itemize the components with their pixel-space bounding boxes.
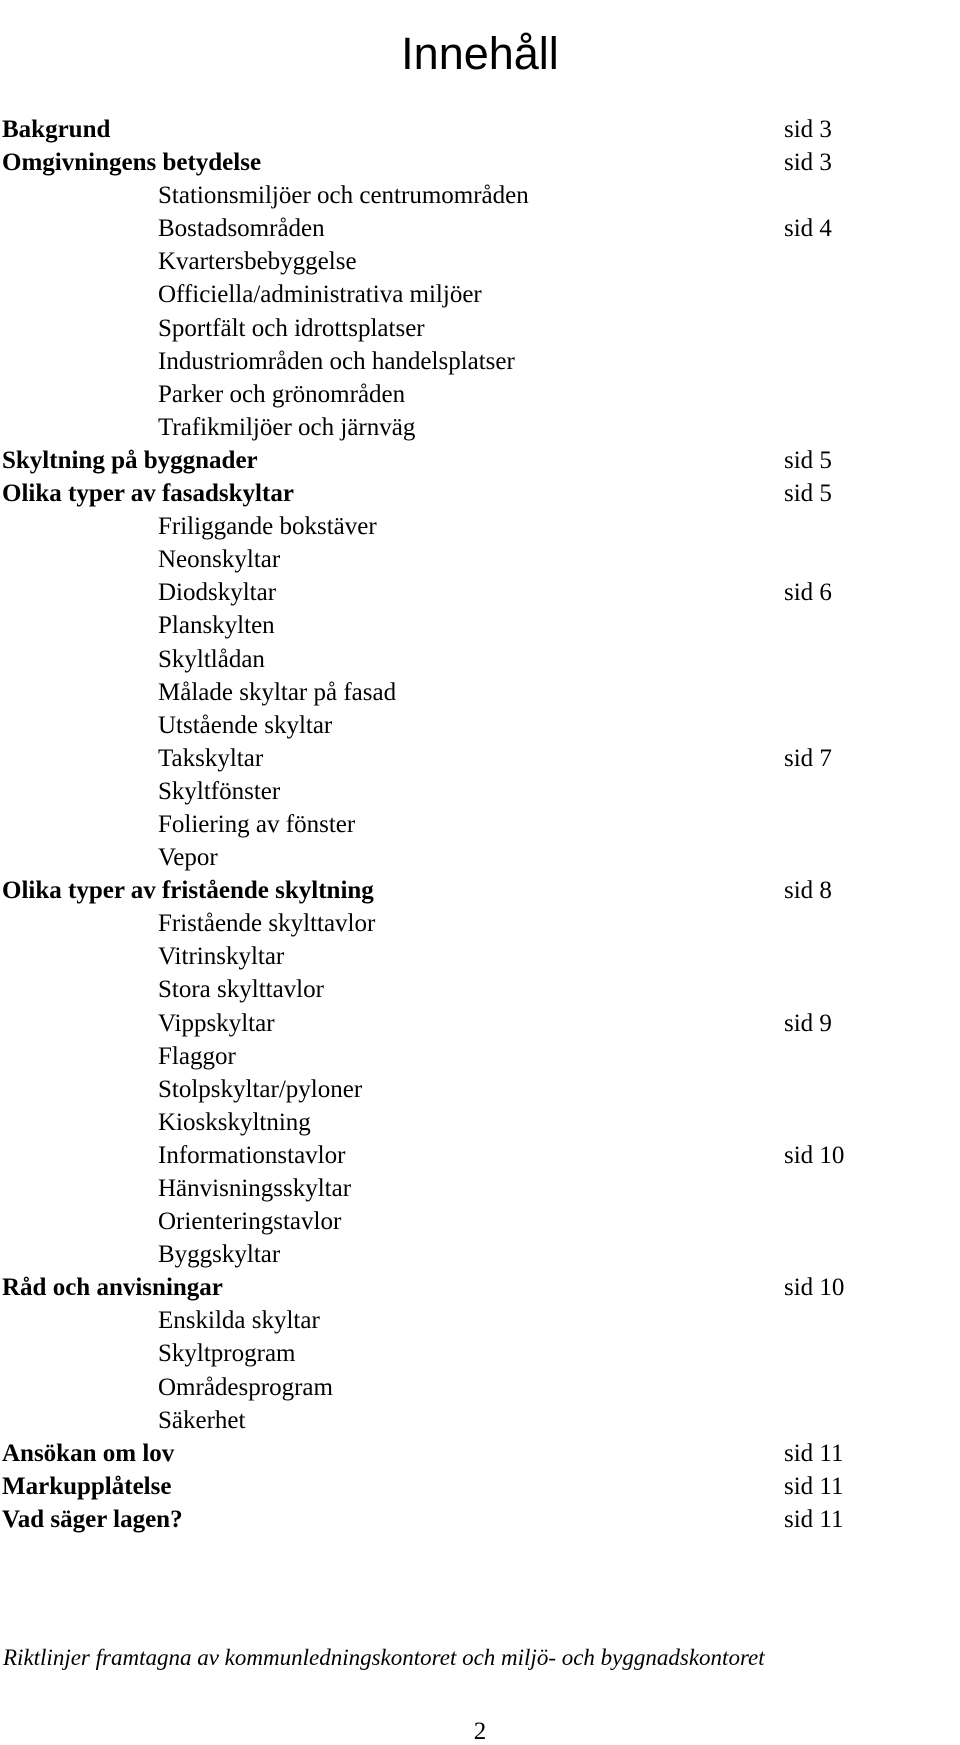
- toc-entry-subsection: [0, 940, 960, 973]
- toc-entry-section: [0, 1437, 960, 1470]
- toc-entry-title: Trafikmiljöer och järnväg: [158, 413, 416, 441]
- toc-entry-section: [0, 146, 960, 179]
- toc-entry-subsection: [0, 345, 960, 378]
- toc-entry-subsection: [0, 973, 960, 1006]
- toc-entry-subsection: [0, 1304, 960, 1337]
- toc-entry-title: Bostadsområden: [158, 215, 325, 243]
- toc-entry-title: Utstående skyltar: [158, 711, 333, 739]
- toc-entry-title: Flaggor: [158, 1042, 236, 1070]
- toc-entry-page: sid 11: [784, 1439, 844, 1467]
- toc-entry-page: sid 5: [784, 480, 832, 508]
- toc-entry-subsection: [0, 1337, 960, 1370]
- toc-entry-subsection: [0, 775, 960, 808]
- toc-entry-title: Hänvisningsskyltar: [158, 1175, 352, 1202]
- toc-entry-title: Kvartersbebyggelse: [158, 248, 357, 276]
- toc-entry-title: Stationsmiljöer och centrumområden: [158, 182, 529, 210]
- toc-entry-section: [0, 477, 960, 510]
- toc-entry-page: sid 7: [784, 744, 832, 772]
- toc-entry-title: Olika typer av fasadskyltar: [2, 480, 294, 508]
- toc-entry-title: Foliering av fönster: [158, 810, 356, 838]
- toc-entry-title: Informationstavlor: [158, 1141, 346, 1169]
- toc-entry-page: sid 4: [784, 215, 832, 243]
- toc-entry-subsection: [0, 543, 960, 576]
- toc-entry-page: sid 5: [784, 446, 832, 474]
- toc-entry-title: Stora skylttavlor: [158, 976, 324, 1004]
- toc-entry-title: Takskyltar: [158, 744, 264, 772]
- toc-entry-title: Diodskyltar: [158, 579, 277, 607]
- toc-entry-title: Planskylten: [158, 612, 275, 640]
- toc-entry-subsection: [0, 1073, 960, 1106]
- toc-entry-title: Byggskyltar: [158, 1241, 281, 1269]
- toc-entry-subsection: [0, 411, 960, 444]
- toc-entry-section: [0, 1470, 960, 1503]
- toc-entry-title: Vepor: [158, 844, 218, 872]
- toc-entry-title: Skyltprogram: [158, 1340, 296, 1368]
- toc-entry-page: sid 11: [784, 1472, 844, 1500]
- toc-entry-subsection: [0, 609, 960, 642]
- toc-entry-title: Omgivningens betydelse: [2, 149, 262, 177]
- toc-entry-subsection: [0, 576, 960, 609]
- toc-entry-section: [0, 113, 960, 146]
- toc-entry-title: Neonskyltar: [158, 546, 281, 574]
- toc-entry-subsection: [0, 179, 960, 212]
- toc-entry-subsection: [0, 643, 960, 676]
- toc-entry-page: sid 10: [784, 1274, 845, 1302]
- footer-note: Riktlinjer framtagna av kommunledningskontoret och miljö- och byggnadskontoret: [3, 1645, 765, 1670]
- toc-entry-subsection: [0, 245, 960, 278]
- toc-entry-title: Skyltning på byggnader: [2, 446, 258, 474]
- toc-entry-title: Vad säger lagen?: [2, 1505, 183, 1533]
- toc-entry-page: sid 3: [784, 116, 832, 143]
- toc-entry-title: Officiella/administrativa miljöer: [158, 281, 482, 309]
- toc-entry-subsection: [0, 1172, 960, 1205]
- toc-entry-title: Industriområden och handelsplatser: [158, 347, 515, 375]
- toc-entry-subsection: [0, 808, 960, 841]
- toc-entry-title: Olika typer av fristående skyltning: [2, 877, 374, 905]
- toc-entry-section: [0, 1503, 960, 1536]
- table-of-contents: [0, 113, 960, 1536]
- toc-entry-title: Ansökan om lov: [2, 1439, 175, 1467]
- toc-entry-title: Sportfält och idrottsplatser: [158, 314, 425, 342]
- toc-entry-page: sid 10: [784, 1141, 845, 1169]
- toc-entry-section: [0, 874, 960, 907]
- toc-entry-page: sid 9: [784, 1009, 832, 1037]
- toc-entry-title: Orienteringstavlor: [158, 1208, 342, 1236]
- toc-entry-title: Kioskskyltning: [158, 1108, 311, 1136]
- toc-entry-title: Bakgrund: [2, 116, 111, 143]
- page-title: Innehåll: [401, 28, 559, 80]
- toc-entry-subsection: [0, 1007, 960, 1040]
- toc-entry-title: Friliggande bokstäver: [158, 513, 377, 541]
- toc-entry-title: Skyltfönster: [158, 777, 281, 805]
- toc-entry-subsection: [0, 1040, 960, 1073]
- toc-entry-page: sid 11: [784, 1505, 844, 1533]
- toc-entry-title: Skyltlådan: [158, 645, 265, 673]
- toc-entry-section: [0, 444, 960, 477]
- toc-entry-page: sid 6: [784, 579, 832, 607]
- toc-entry-page: sid 8: [784, 877, 832, 905]
- toc-entry-title: Vippskyltar: [158, 1009, 275, 1037]
- toc-entry-subsection: [0, 312, 960, 345]
- toc-entry-subsection: [0, 841, 960, 874]
- toc-entry-subsection: [0, 278, 960, 311]
- page-number: 2: [473, 1718, 487, 1745]
- toc-entry-subsection: [0, 742, 960, 775]
- toc-entry-subsection: [0, 709, 960, 742]
- toc-entry-subsection: [0, 1404, 960, 1437]
- toc-entry-section: [0, 1271, 960, 1304]
- toc-entry-subsection: [0, 1106, 960, 1139]
- toc-entry-title: Säkerhet: [158, 1406, 246, 1434]
- toc-entry-title: Enskilda skyltar: [158, 1307, 320, 1335]
- toc-entry-title: Fristående skylttavlor: [158, 910, 376, 938]
- toc-entry-title: Markupplåtelse: [2, 1472, 172, 1500]
- toc-entry-subsection: [0, 1205, 960, 1238]
- toc-entry-page: sid 3: [784, 149, 832, 177]
- toc-entry-subsection: [0, 1139, 960, 1172]
- toc-entry-subsection: [0, 1238, 960, 1271]
- toc-entry-title: Råd och anvisningar: [2, 1274, 223, 1302]
- toc-entry-title: Parker och grönområden: [158, 380, 406, 408]
- toc-entry-title: Stolpskyltar/pyloner: [158, 1075, 363, 1103]
- toc-entry-title: Områdesprogram: [158, 1373, 333, 1401]
- toc-entry-subsection: [0, 378, 960, 411]
- toc-entry-subsection: [0, 1371, 960, 1404]
- toc-entry-subsection: [0, 212, 960, 245]
- toc-entry-title: Vitrinskyltar: [158, 943, 285, 971]
- toc-entry-subsection: [0, 907, 960, 940]
- toc-entry-subsection: [0, 676, 960, 709]
- toc-entry-subsection: [0, 510, 960, 543]
- toc-entry-title: Målade skyltar på fasad: [158, 678, 397, 706]
